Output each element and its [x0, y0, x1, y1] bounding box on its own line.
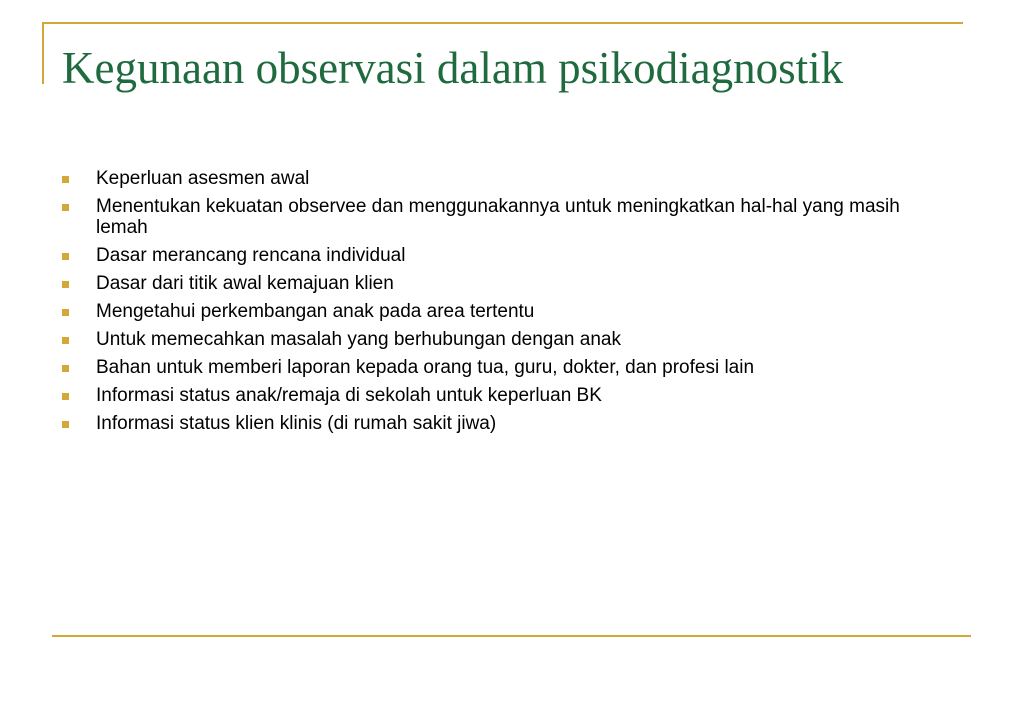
bullet-text: Mengetahui perkembangan anak pada area tertentu: [96, 301, 535, 322]
square-bullet-icon: [62, 204, 69, 211]
bullet-item: [62, 168, 952, 189]
square-bullet-icon: [62, 365, 69, 372]
bottom-rule: [52, 635, 971, 637]
square-bullet-icon: [62, 393, 69, 400]
square-bullet-icon: [62, 309, 69, 316]
square-bullet-icon: [62, 337, 69, 344]
bullet-text: Dasar dari titik awal kemajuan klien: [96, 273, 394, 294]
bullet-item: [62, 413, 952, 434]
top-rule: [43, 22, 963, 24]
bullet-text: Menentukan kekuatan observee dan menggunakannya untuk meningkatkan hal-hal yang masih lemah: [96, 196, 900, 238]
bullet-item: [62, 273, 952, 294]
bullet-item: [62, 385, 952, 406]
bullet-text: Informasi status anak/remaja di sekolah untuk keperluan BK: [96, 385, 602, 406]
bullet-text: Bahan untuk memberi laporan kepada orang tua, guru, dokter, dan profesi lain: [96, 357, 755, 378]
bullet-list: [62, 168, 952, 441]
square-bullet-icon: [62, 253, 69, 260]
bullet-item: [62, 245, 952, 266]
bullet-text: Keperluan asesmen awal: [96, 168, 310, 189]
left-rule: [42, 22, 44, 84]
bullet-item: [62, 329, 952, 350]
square-bullet-icon: [62, 281, 69, 288]
bullet-item: [62, 196, 952, 238]
slide-title: Kegunaan observasi dalam psikodiagnostik: [62, 43, 844, 93]
square-bullet-icon: [62, 421, 69, 428]
bullet-text: Untuk memecahkan masalah yang berhubungan dengan anak: [96, 329, 621, 350]
bullet-item: [62, 357, 952, 378]
bullet-text: Informasi status klien klinis (di rumah sakit jiwa): [96, 413, 497, 434]
bullet-text: Dasar merancang rencana individual: [96, 245, 406, 266]
square-bullet-icon: [62, 176, 69, 183]
bullet-item: [62, 301, 952, 322]
